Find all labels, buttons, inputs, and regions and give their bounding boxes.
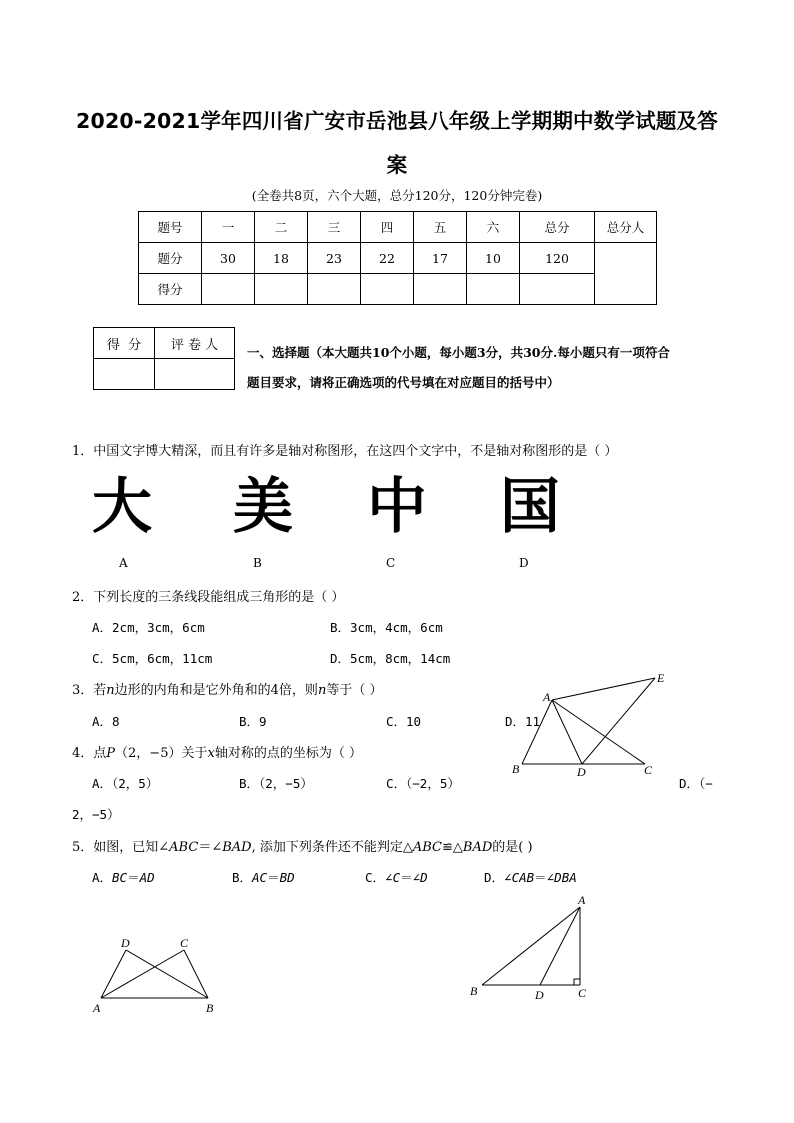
question-2-text: 2．下列长度的三条线段能组成三角形的是（ ） <box>72 590 345 605</box>
q3-option-d[interactable]: D．11 <box>505 714 541 729</box>
score-table-grader-cell[interactable] <box>595 243 657 305</box>
q2-option-d[interactable]: D．5cm，8cm，14cm <box>330 651 451 666</box>
figure-triangle-aebdc <box>500 670 690 780</box>
score-table-cell: 五 <box>414 212 467 243</box>
grader-name-label: 评 卷 人 <box>155 328 235 359</box>
score-table-cell: 四 <box>361 212 414 243</box>
score-entry-cell[interactable] <box>255 274 308 305</box>
q1-label-a: A <box>119 556 128 570</box>
score-table-cell: 一 <box>202 212 255 243</box>
score-table-cell: 题号 <box>139 212 202 243</box>
score-table-cell: 17 <box>414 243 467 274</box>
score-table-cell: 30 <box>202 243 255 274</box>
score-table-cell: 六 <box>467 212 520 243</box>
q5-option-b[interactable]: B．AC＝BD <box>232 870 295 885</box>
score-table-cell: 22 <box>361 243 414 274</box>
figure-right-triangle-abdc <box>462 893 602 1005</box>
q5-option-c[interactable]: C．∠C＝∠D <box>365 870 428 885</box>
score-table-cell: 120 <box>520 243 595 274</box>
score-entry-cell[interactable] <box>361 274 414 305</box>
q1-char-c: 中 <box>367 472 427 542</box>
score-table-cell: 10 <box>467 243 520 274</box>
title-line-1: 2020-2021学年四川省广安市岳池县八年级上学期期中数学试题及答 <box>76 109 718 133</box>
q1-label-b: B <box>253 556 262 570</box>
q1-char-d: 国 <box>500 472 560 542</box>
grader-name-cell[interactable] <box>155 359 235 390</box>
q2-option-b[interactable]: B．3cm，4cm，6cm <box>330 620 443 635</box>
fig3-label-d: D <box>535 988 544 1002</box>
score-entry-cell[interactable] <box>202 274 255 305</box>
fig1-label-a: A <box>543 690 551 704</box>
q3-option-b[interactable]: B．9 <box>239 714 267 729</box>
q3-option-a[interactable]: A．8 <box>92 714 120 729</box>
q4-option-d[interactable]: D．（− <box>679 776 713 791</box>
question-4-text: 4．点P（2，−5）关于x轴对称的点的坐标为（ ） <box>72 746 362 761</box>
grader-score-cell[interactable] <box>94 359 155 390</box>
q5-option-a[interactable]: A．BC＝AD <box>92 870 155 885</box>
title-line-2: 案 <box>386 153 408 177</box>
score-table-score-row <box>139 274 657 305</box>
q3-option-c[interactable]: C．10 <box>386 714 422 729</box>
score-table-cell: 题分 <box>139 243 202 274</box>
fig3-label-b: B <box>470 984 478 998</box>
score-table-cell: 总分人 <box>595 212 657 243</box>
score-entry-cell[interactable] <box>308 274 361 305</box>
question-5-text: 5．如图，已知∠ABC＝∠BAD, 添加下列条件还不能判定△ABC≌△BAD的是( ) <box>72 840 533 855</box>
question-3-text: 3．若n边形的内角和是它外角和的4倍，则n等于（ ） <box>72 683 383 698</box>
score-table-cell: 三 <box>308 212 361 243</box>
fig2-label-d: D <box>121 936 130 950</box>
fig2-label-c: C <box>180 936 189 950</box>
score-table-header-row <box>139 212 657 243</box>
q4-option-d-continued: 2，−5） <box>72 807 120 822</box>
grader-table <box>93 327 235 390</box>
q1-char-a: 大 <box>92 472 152 542</box>
score-entry-cell[interactable] <box>467 274 520 305</box>
q1-label-c: C <box>386 556 396 570</box>
score-table-cell: 23 <box>308 243 361 274</box>
score-table-cell: 18 <box>255 243 308 274</box>
score-entry-cell[interactable] <box>414 274 467 305</box>
q2-option-a[interactable]: A．2cm，3cm，6cm <box>92 620 205 635</box>
fig3-label-c: C <box>578 986 587 1000</box>
figure-quad-dcab <box>88 932 228 1017</box>
q5-option-d[interactable]: D．∠CAB＝∠DBA <box>484 870 577 885</box>
fig2-label-b: B <box>206 1001 214 1015</box>
score-table-cell: 得分 <box>139 274 202 305</box>
q1-char-b: 美 <box>233 472 293 542</box>
score-table-cell: 二 <box>255 212 308 243</box>
q2-option-c[interactable]: C．5cm，6cm，11cm <box>92 651 213 666</box>
score-table <box>138 211 657 305</box>
section1-heading-line1: 一、选择题（本大题共10个小题，每小题3分，共30分.每小题只有一项符合 <box>247 345 670 360</box>
subtitle: (全卷共8页，六个大题，总分120分，120分钟完卷) <box>251 188 543 203</box>
fig2-label-a: A <box>93 1001 101 1015</box>
grader-score-label: 得 分 <box>94 328 155 359</box>
section1-heading-line2: 题目要求，请将正确选项的代号填在对应题目的括号中） <box>247 375 560 390</box>
fig1-label-b: B <box>512 762 520 776</box>
fig1-label-d: D <box>577 765 586 779</box>
question-1-text: 1．中国文字博大精深，而且有许多是轴对称图形，在这四个文字中，不是轴对称图形的是（ ） <box>72 444 618 459</box>
q1-label-d: D <box>519 556 529 570</box>
fig3-label-a: A <box>578 893 586 907</box>
score-table-cell: 总分 <box>520 212 595 243</box>
fig1-label-c: C <box>644 763 653 777</box>
q4-option-c[interactable]: C．（−2，5） <box>386 776 460 791</box>
q4-option-a[interactable]: A．（2，5） <box>92 776 159 791</box>
fig1-label-e: E <box>657 671 665 685</box>
score-table-points-row <box>139 243 657 274</box>
q4-option-b[interactable]: B．（2，−5） <box>239 776 313 791</box>
score-entry-cell[interactable] <box>520 274 595 305</box>
